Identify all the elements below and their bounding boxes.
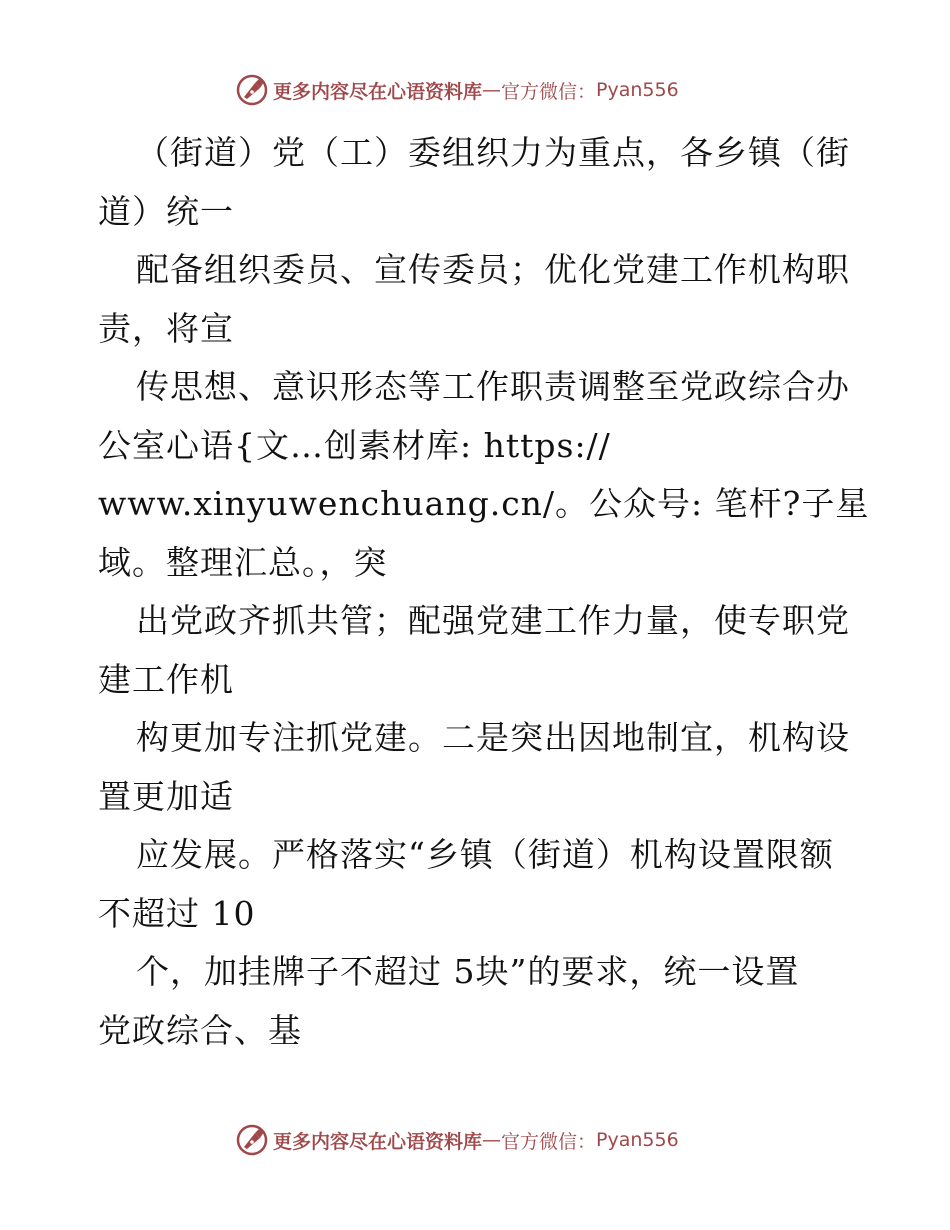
text-line: 个，加挂牌子不超过 5块”的要求，统一设置 xyxy=(136,952,800,991)
text-line: 道）统一 xyxy=(98,191,234,231)
banner-main-text: 更多内容尽在心语资料库 xyxy=(273,1130,483,1153)
banner-separator: — xyxy=(482,1129,502,1151)
banner-wechat-label: 官方微信： xyxy=(501,80,597,103)
banner-separator: — xyxy=(482,79,502,101)
text-line: 建工作机 xyxy=(98,659,234,699)
banner-main-text: 更多内容尽在心语资料库 xyxy=(273,80,483,103)
text-line: 不超过 10 xyxy=(98,893,256,933)
pen-nib-logo-icon xyxy=(235,73,269,107)
text-line: 置更加适 xyxy=(98,776,234,816)
banner-wechat-id: Pyan556 xyxy=(596,79,679,101)
text-line: 域。整理汇总。，突 xyxy=(98,542,388,582)
document-body xyxy=(98,124,870,1060)
header-banner xyxy=(235,72,755,108)
text-line: 党政综合、基 xyxy=(98,1010,302,1050)
text-line: （街道）党（工）委组织力为重点，各乡镇（街 xyxy=(136,133,850,172)
text-line: 公室心语{文…创素材库: https:// xyxy=(98,425,611,465)
banner-wechat-id: Pyan556 xyxy=(596,1129,679,1151)
text-line: 出党政齐抓共管；配强党建工作力量，使专职党 xyxy=(136,601,850,640)
text-line: 传思想、意识形态等工作职责调整至党政综合办 xyxy=(136,367,850,406)
text-line: 配备组织委员、宣传委员；优化党建工作机构职 xyxy=(136,250,850,289)
banner-wechat-label: 官方微信： xyxy=(501,1130,597,1153)
text-line: www.xinyuwenchuang.cn/。公众号: 笔杆?子星 xyxy=(98,484,870,523)
text-line: 构更加专注抓党建。二是突出因地制宜，机构设 xyxy=(136,718,850,757)
footer-banner xyxy=(235,1122,755,1158)
text-line: 责，将宣 xyxy=(98,308,234,348)
text-line: 应发展。严格落实“乡镇（街道）机构设置限额 xyxy=(136,835,834,874)
pen-nib-logo-icon xyxy=(235,1123,269,1157)
